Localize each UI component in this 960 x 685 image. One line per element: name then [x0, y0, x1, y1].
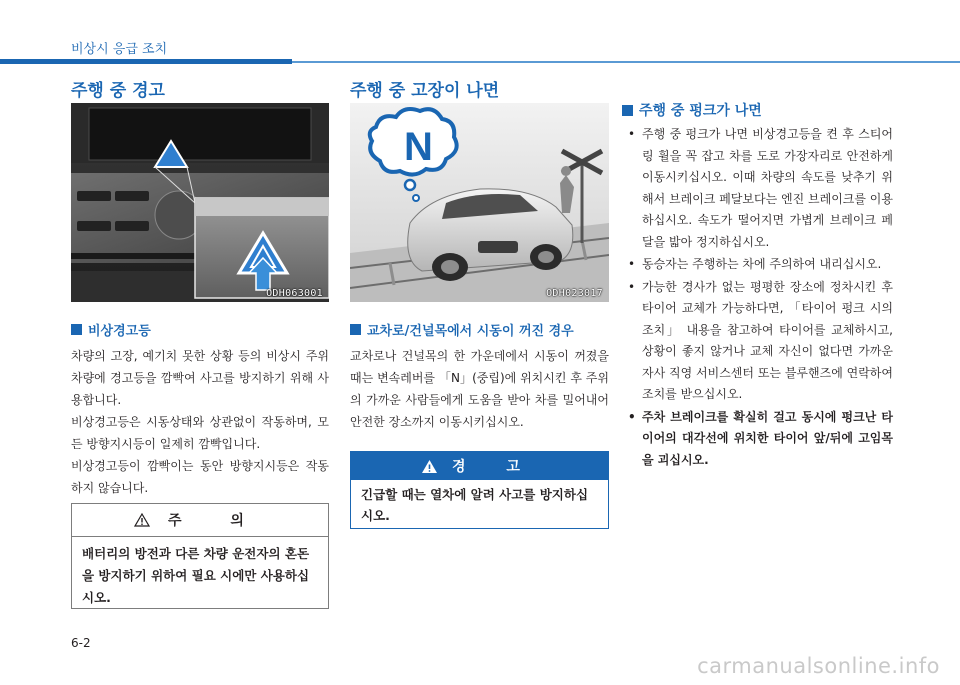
warning-header [351, 452, 608, 480]
subhead-hazard-lights-text: 비상경고등 [88, 324, 151, 339]
list-item: • 가능한 경사가 없는 평평한 장소에 정차시킨 후 타이어 교체가 가능하다면, 「타이어 펑크 시의 조치」 내용을 참고하여 타이어를 교체하시고, 상황이 좋지 않거나 교체 자신이 없다면 가까운 자사 직영 서비스센터 또는 블루핸즈에 연락하여 조치를 받으십시오. [622, 277, 893, 406]
list-item-important: • 주차 브레이크를 확실히 걸고 동시에 펑크난 타이어의 대각선에 위치한 타이어 앞/뒤에 고임목을 괴십시오. [622, 407, 893, 472]
subhead-flat-tire-text: 주행 중 펑크가 나면 [639, 103, 762, 119]
warning-text: 긴급할 때는 열차에 알려 사고를 방지하십시오. [361, 487, 589, 523]
square-bullet-icon [71, 324, 82, 335]
section-title-breakdown: 주행 중 고장이 나면 [350, 81, 500, 101]
car-on-railway-illustration [350, 103, 609, 302]
square-bullet-icon [622, 105, 633, 116]
subhead-hazard-lights [71, 320, 151, 339]
warning-box [350, 451, 609, 529]
warning-label: 경 고 [452, 459, 538, 475]
caution-header [72, 504, 328, 537]
warning-triangle-icon [421, 459, 438, 474]
caution-text: 배터리의 방전과 다른 차량 운전자의 혼돈을 방지하기 위하여 필요 시에만 사용하십시오. [82, 546, 310, 605]
square-bullet-icon [350, 324, 361, 335]
flat-tire-instructions [622, 124, 893, 472]
subhead-crossing-stall-text: 교차로/건널목에서 시동이 꺼진 경우 [367, 324, 574, 339]
watermark: carmanualsonline.info [697, 654, 940, 678]
section-title-driving-warning: 주행 중 경고 [71, 81, 165, 101]
paragraph: 비상경고등이 깜빡이는 동안 방향지시등은 작동하지 않습니다. [71, 459, 329, 495]
photo-code: ODH063001 [266, 288, 323, 299]
subhead-crossing-stall [350, 320, 574, 339]
page-number: 6-2 [71, 636, 91, 650]
dashboard-illustration [71, 103, 329, 302]
list-item: • 주행 중 펑크가 나면 비상경고등을 켠 후 스티어링 휠을 꼭 잡고 차를 도로 가장자리로 안전하게 이동시키십시오. 이때 차량의 속도를 낮추기 위해서 브레이크 페달보다는 엔진 브레이크를 이용하십시오. 속도가 떨어지면 가볍게 브레이크 페달을 밟아 정지하십시오. [622, 124, 893, 253]
hazard-button-photo [71, 103, 329, 302]
photo-code: ODH023017 [546, 288, 603, 299]
crossing-stall-description [350, 345, 609, 433]
car-crossing-illustration [350, 103, 609, 302]
header-rule-thick [0, 59, 292, 64]
paragraph: 교차로나 건널목의 한 가운데에서 시동이 꺼졌을 때는 변속레버를 「N」(중립)에 위치시킨 후 주위의 가까운 사람들에게 도움을 받아 차를 밀어내어 안전한 장소까지 이동시키십시오. [350, 349, 609, 429]
chapter-title: 비상시 응급 조치 [71, 42, 168, 57]
hazard-lights-description [71, 345, 329, 499]
neutral-gear-letter: N [404, 125, 433, 169]
paragraph: 비상경고등은 시동상태와 상관없이 작동하며, 모든 방향지시등이 일제히 깜빡입니다. [71, 415, 329, 451]
header-rule-thin [292, 61, 960, 63]
caution-label: 주 의 [168, 513, 266, 529]
caution-triangle-icon [134, 513, 150, 527]
caution-box [71, 503, 329, 609]
subhead-flat-tire [622, 100, 762, 120]
list-item: • 동승자는 주행하는 차에 주의하여 내리십시오. [622, 254, 893, 276]
paragraph: 차량의 고장, 예기치 못한 상황 등의 비상시 주위 차량에 경고등을 깜빡여 사고를 방지하기 위해 사용합니다. [71, 349, 329, 407]
